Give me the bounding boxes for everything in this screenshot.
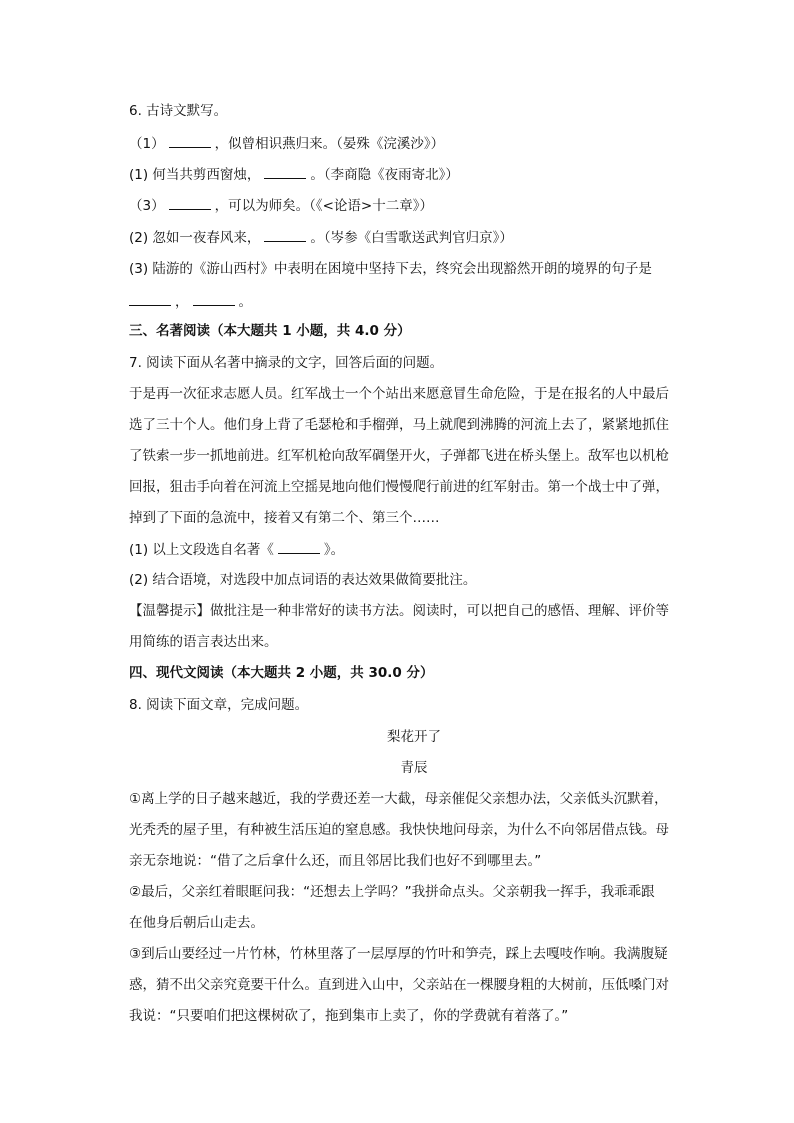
q6-item-1 [129, 133, 699, 154]
answer-blank[interactable] [169, 195, 211, 210]
q7-sub-1 [129, 539, 699, 560]
q7-passage-line: 选了三十个人。他们身上背了毛瑟枪和手榴弹，马上就爬到沸腾的河流上去了，紧紧地抓住 [129, 417, 669, 433]
article-paragraph-line: 亲无奈地说：“借了之后拿什么还，而且邻居比我们也好不到哪里去。” [129, 853, 542, 869]
q6-item-2-pre: (1) 何当共剪西窗烛， [129, 167, 261, 183]
q6-item-5-answers [129, 291, 699, 312]
q6-item-5-mid: ， [175, 294, 189, 310]
q6-item-1-post: ，似曾相识燕归来。（晏殊《浣溪沙》） [214, 136, 445, 152]
question-6-title: 6. 古诗文默写。 [129, 103, 228, 119]
question-7-title: 7. 阅读下面从名著中摘录的文字，回答后面的问题。 [129, 355, 444, 371]
answer-blank[interactable] [278, 539, 320, 554]
q7-sub-1-post: 》。 [323, 542, 345, 558]
q7-passage-line: 了铁索一步一抓地前进。红军机枪向敌军碉堡开火，子弹都飞进在桥头堡上。敌军也以机枪 [129, 448, 669, 464]
answer-blank[interactable] [129, 291, 171, 306]
article-paragraph-line: ③到后山要经过一片竹林，竹林里落了一层厚厚的竹叶和笋壳，踩上去嘎吱作响。我满腹疑 [129, 946, 668, 962]
q7-tip-line: 用简练的语言表达出来。 [129, 634, 278, 650]
section-4-heading: 四、现代文阅读（本大题共 2 小题，共 30.0 分） [129, 665, 434, 681]
q7-sub-2: (2) 结合语境，对选段中加点词语的表达效果做简要批注。 [129, 572, 477, 588]
article-paragraph-line: 光秃秃的屋子里，有种被生活压迫的窒息感。我快快地问母亲，为什么不向邻居借点钱。母 [129, 822, 669, 838]
article-paragraph-line: 惑，猜不出父亲究竟要干什么。直到进入山中，父亲站在一棵腰身粗的大树前，压低嗓门对 [129, 977, 669, 993]
article-title: 梨花开了 [387, 729, 441, 745]
answer-blank[interactable] [193, 291, 235, 306]
q6-item-2 [129, 164, 699, 185]
answer-blank[interactable] [264, 227, 306, 242]
q7-passage-line: 掉到了下面的急流中，接着又有第二个、第三个…… [129, 510, 440, 526]
q6-item-1-pre: （1） [129, 136, 165, 152]
q7-tip-line: 【温馨提示】做批注是一种非常好的读书方法。阅读时，可以把自己的感悟、理解、评价等 [129, 603, 669, 619]
q7-passage-line: 回报，狙击手向着在河流上空摇晃地向他们慢慢爬行前进的红军射击。第一个战士中了弹， [129, 479, 669, 495]
q6-item-5-post: 。 [238, 294, 252, 310]
article-paragraph-line: ①离上学的日子越来越近，我的学费还差一大截，母亲催促父亲想办法，父亲低头沉默着， [129, 791, 668, 807]
q6-item-3 [129, 195, 699, 216]
article-paragraph-line: 我说：“只要咱们把这棵树砍了，拖到集市上卖了，你的学费就有着落了。” [129, 1008, 569, 1024]
q7-sub-1-pre: (1) 以上文段选自名著《 [129, 542, 274, 558]
section-3-heading: 三、名著阅读（本大题共 1 小题，共 4.0 分） [129, 323, 411, 339]
question-8-title: 8. 阅读下面文章，完成问题。 [129, 697, 309, 713]
article-paragraph-line: 在他身后朝后山走去。 [129, 915, 264, 931]
q6-item-5: (3) 陆游的《游山西村》中表明在困境中坚持下去，终究会出现豁然开朗的境界的句子是 [129, 261, 652, 277]
q6-item-3-pre: （3） [129, 198, 165, 214]
q7-passage-line: 于是再一次征求志愿人员。红军战士一个个站出来愿意冒生命危险，于是在报名的人中最后 [129, 386, 669, 402]
article-paragraph-line: ②最后，父亲红着眼眶问我：“还想去上学吗？”我拼命点头。父亲朝我一挥手，我乖乖跟 [129, 884, 655, 900]
q6-item-4 [129, 227, 699, 248]
q6-item-4-post: 。（岑参《白雪歌送武判官归京》） [310, 230, 513, 246]
answer-blank[interactable] [264, 164, 306, 179]
q6-item-4-pre: (2) 忽如一夜春风来， [129, 230, 261, 246]
q6-item-2-post: 。（李商隐《夜雨寄北》） [310, 167, 459, 183]
answer-blank[interactable] [169, 133, 211, 148]
article-author: 青辰 [400, 760, 428, 776]
q6-item-3-post: ，可以为师矣。（《<论语>十二章》） [214, 198, 433, 214]
